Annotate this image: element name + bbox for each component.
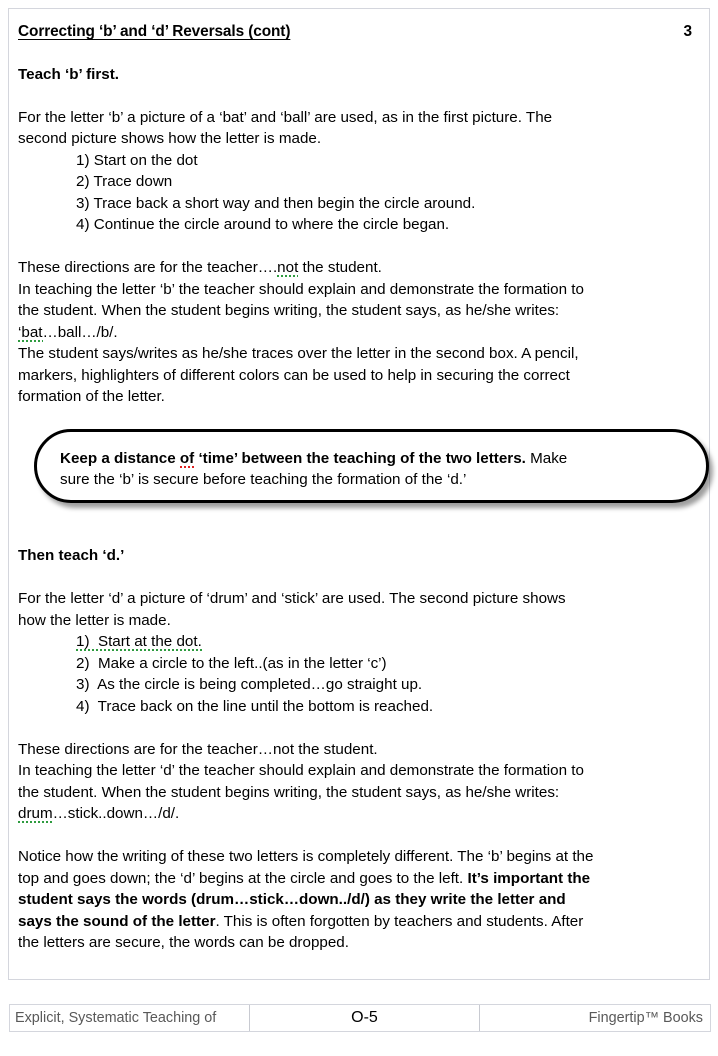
callout-text [60, 448, 670, 491]
b-body-line-6: formation of the letter. [18, 388, 165, 405]
closing-line-2 [18, 868, 702, 890]
b-note-suffix: the student. [298, 259, 382, 276]
callout-line-1 [60, 448, 670, 470]
teach-d-heading: Then teach ‘d.’ [18, 547, 125, 564]
footer-left-label: Explicit, Systematic Teaching of [15, 1010, 217, 1026]
spacer [18, 825, 702, 847]
spacer [18, 236, 702, 258]
d-note-line-1: These directions are for the teacher…not the student. [18, 740, 378, 758]
b-body-line-3 [18, 322, 702, 344]
b-intro-line-2: second picture shows how the letter is made. [18, 130, 322, 147]
d-intro-line-2: how the letter is made. [18, 611, 171, 629]
callout-line-2: sure the ‘b’ is secure before teaching the formation of the ‘d.’ [60, 471, 467, 488]
footer-cell-right [480, 1005, 710, 1031]
b-body-line-5: markers, highlighters of different colors can be used to help in securing the correct [18, 366, 570, 384]
teach-b-heading: Teach ‘b’ first. [18, 65, 119, 83]
spacer [18, 717, 702, 739]
list-item: 3) As the circle is being completed…go straight up. [76, 676, 423, 693]
closing-line-4 [18, 911, 702, 933]
list-item: 4) Continue the circle around to where the circle began. [76, 216, 450, 233]
spellcheck-word-bat: ‘bat [18, 323, 43, 341]
b-body-line-2: the student. When the student begins writing, the student says, as he/she writes: [18, 302, 560, 319]
spellcheck-word-not: not [277, 259, 299, 276]
list-item [18, 631, 702, 653]
list-item: 3) Trace back a short way and then begin the circle around. [76, 194, 476, 212]
b-body-line-3-rest: …ball…/b/. [42, 323, 118, 341]
closing-line-4-bold: says the sound of the letter [18, 912, 216, 930]
page-number: 3 [683, 23, 692, 40]
d-note-line-3: the student. When the student begins writing, the student says, as he/she writes: [18, 783, 560, 801]
page-header [18, 21, 702, 43]
b-body-line-4: The student says/writes as he/she traces over the letter in the second box. A pencil, [18, 345, 579, 362]
footer-cell-left [10, 1005, 250, 1031]
footer-publisher: Fingertip™ Books [588, 1010, 703, 1026]
b-body-line-1: In teaching the letter ‘b’ the teacher should explain and demonstrate the formation to [18, 280, 584, 298]
footer-cell-center [250, 1005, 480, 1031]
d-steps-list [18, 631, 702, 717]
page-content [18, 21, 702, 954]
d-note-line-2: In teaching the letter ‘d’ the teacher should explain and demonstrate the formation to [18, 762, 584, 779]
spacer [18, 85, 702, 107]
spacer [18, 567, 702, 589]
b-intro-line-1: For the letter ‘b’ a picture of a ‘bat’ and ‘ball’ are used, as in the first picture. The [18, 108, 553, 126]
closing-line-1: Notice how the writing of these two letters is completely different. The ‘b’ begins at the [18, 848, 594, 865]
list-item: 2) Trace down [76, 173, 173, 190]
closing-line-2-bold: It’s important the [467, 869, 591, 887]
b-steps-list [18, 150, 702, 236]
footer-page-code: O-5 [351, 1009, 378, 1026]
closing-line-3: student says the words (drum…stick…down../d/) as they write the letter and [18, 891, 566, 908]
d-intro-line-1: For the letter ‘d’ a picture of ‘drum’ and ‘stick’ are used. The second picture shows [18, 590, 566, 607]
callout-bold-prefix: Keep a distance [60, 449, 180, 467]
page-footer [9, 1004, 711, 1032]
closing-line-5: the letters are secure, the words can be dropped. [18, 934, 349, 951]
callout-wrapper [18, 429, 702, 513]
spacer [18, 534, 702, 545]
closing-line-4-plain: . This is often forgotten by teachers and students. After [215, 912, 584, 930]
page-title: Correcting ‘b’ and ‘d’ Reversals (cont) [18, 23, 291, 40]
spellcheck-word-of: of [179, 449, 195, 467]
d-note-line-4 [18, 803, 702, 825]
spellcheck-phrase-start-at-the-dot: 1) Start at the dot. [76, 633, 202, 650]
callout-bold-suffix: ‘time’ between the teaching of the two letters. [194, 449, 526, 467]
spacer [18, 513, 702, 535]
list-item: 1) Start on the dot [76, 151, 198, 169]
list-item: 2) Make a circle to the left..(as in the letter ‘c’) [76, 654, 387, 672]
b-note-prefix: These directions are for the teacher…. [18, 259, 278, 276]
spellcheck-word-drum: drum [18, 805, 53, 822]
list-item: 4) Trace back on the line until the bottom is reached. [76, 697, 434, 715]
callout-tail: Make [525, 449, 568, 467]
b-note-line [18, 257, 702, 279]
d-note-line-4-rest: …stick..down…/d/. [52, 805, 180, 822]
closing-line-2-plain: top and goes down; the ‘d’ begins at the circle and goes to the left. [18, 869, 468, 887]
document-page [8, 8, 710, 980]
